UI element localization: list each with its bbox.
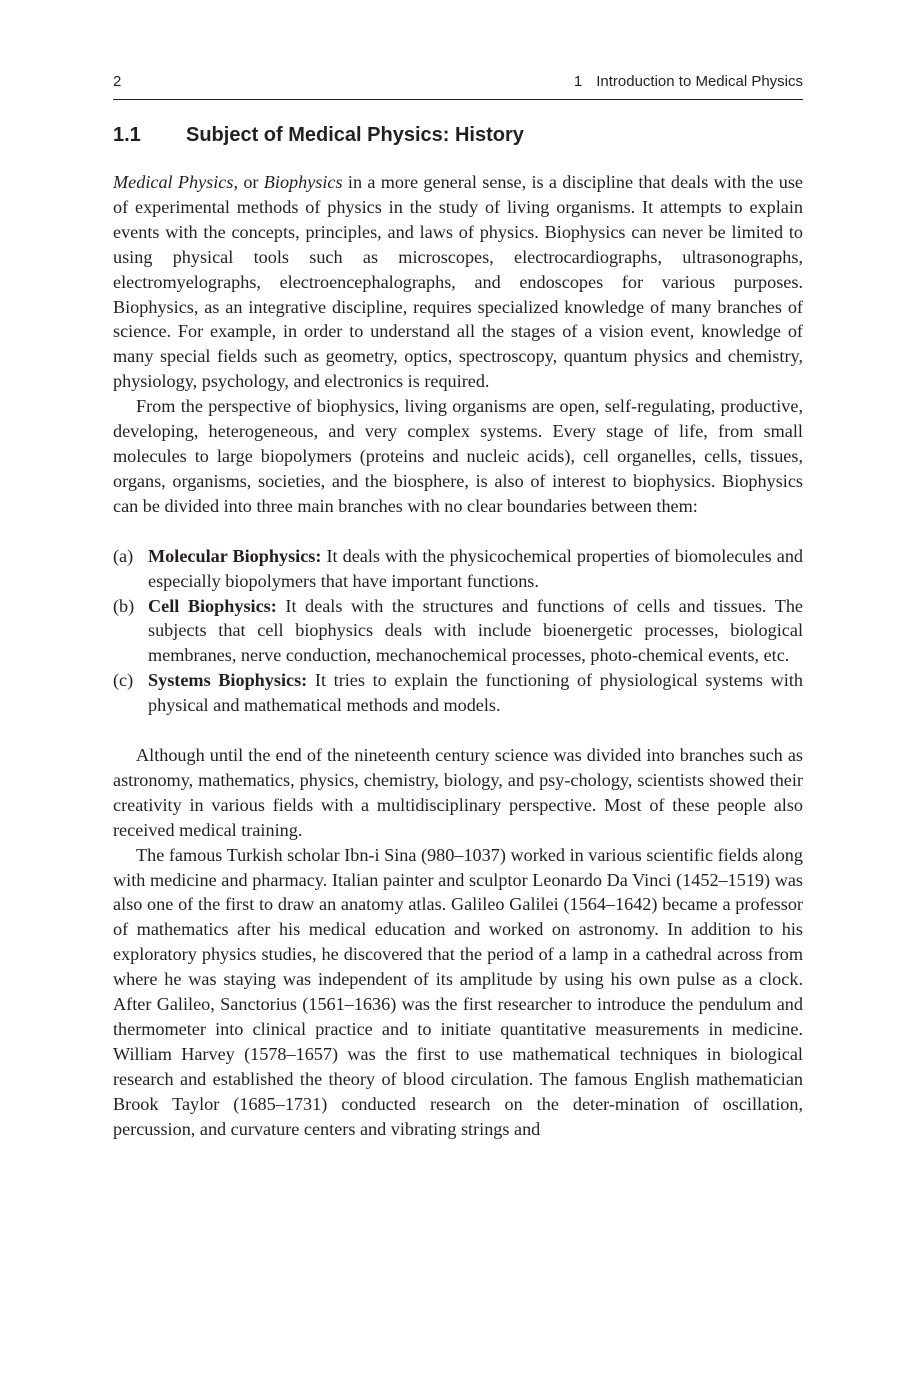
list-item-text [148,668,803,718]
book-page [113,72,803,1142]
list-marker: (b) [113,595,135,616]
body-text [113,170,803,1142]
biophysics-branches-list [113,544,803,718]
list-item-description: It deals with the structures and functions of cells and tissues. The subjects that cell biophysics deals with include bioenergetic processes, biological membranes, nerve conduction, mechanochemical processes, photo-chemical events, etc. [148,595,803,666]
list-item [113,544,803,594]
paragraph-intro [113,170,803,394]
list-item-text [148,594,803,669]
section-number: 1.1 [113,124,141,146]
term-biophysics: Biophysics [263,172,343,192]
list-item-description: It tries to explain the functioning of physiological systems with physical and mathematical methods and models. [148,670,803,716]
section-heading [113,122,803,148]
chapter-number: 1 [573,73,583,90]
term-medical-physics: Medical Physics [113,172,234,192]
list-item-term: Systems Biophysics: [148,670,308,691]
section-title: Subject of Medical Physics: History [186,124,524,146]
list-item-description: It deals with the physicochemical properties of biomolecules and especially biopolymers that have important functions. [148,545,804,591]
paragraph-history-scientists: The famous Turkish scholar Ibn-i Sina (980–1037) worked in various scientific fields along with medicine and pharmacy. Italian painter and sculptor Leonardo Da Vinci (1452–1519) was also one of the first to draw an anatomy atlas. Galileo Galilei (1564–1642) became a professor of mathematics after his medical education and worked on astronomy. In addition to his exploratory physics studies, he discovered that the period of a lamp in a cathedral across from where he was staying was independent of its amplitude by using his own pulse as a clock. After Galileo, Sanctorius (1561–1636) was the first researcher to introduce the pendulum and thermometer into clinical practice and to initiate quantitative measurements in medicine. William Harvey (1578–1657) was the first to use mathematical techniques in biological research and established the theory of blood circulation. The famous English mathematician Brook Taylor (1685–1731) conducted research on the deter-mination of oscillation, percussion, and curvature centers and vibrating strings and [113,844,803,1139]
paragraph-living-organisms: From the perspective of biophysics, living organisms are open, self-regulating, productive, developing, heterogeneous, and very complex systems. Every stage of life, from small molecules to large biopolymers (proteins and nucleic acids), cell organelles, cells, tissues, organs, organisms, societies, and the biosphere, is also of interest to biophysics. Biophysics can be divided into three main branches with no clear boundaries between them: [113,396,803,516]
list-marker: (a) [113,545,134,566]
list-item [113,594,803,669]
term-separator: , or [233,172,264,192]
page-number: 2 [113,73,122,90]
list-item-term: Cell Biophysics: [148,595,277,616]
chapter-title: Introduction to Medical Physics [596,73,803,90]
chapter-heading [574,72,803,92]
list-item-text [148,544,803,594]
paragraph-intro-text: in a more general sense, is a discipline that deals with the use of experimental methods of physics in the study of living organisms. It attempts to explain events with the concepts, principles, and laws of physics. Biophysics can never be limited to using physical tools such as microscopes, electrocardiographs, ultrasonographs, electromyelographs, electroencephalographs, and endoscopes for various purposes. Biophysics, as an integrative discipline, requires specialized knowledge of many branches of science. For example, in order to understand all the stages of a vision event, knowledge of many special fields such as geometry, optics, spectroscopy, quantum physics and chemistry, physiology, psychology, and electronics is required. [113,172,803,392]
list-marker: (c) [113,670,134,691]
list-item-term: Molecular Biophysics: [148,545,322,566]
list-item [113,668,803,718]
running-head [113,72,803,100]
paragraph-multidisciplinary: Although until the end of the nineteenth century science was divided into branches such as astronomy, mathematics, physics, chemistry, biology, and psy-chology, scientists showed their creativity in various fields with a multidisciplinary perspective. Most of these people also received medical training. [113,745,803,840]
